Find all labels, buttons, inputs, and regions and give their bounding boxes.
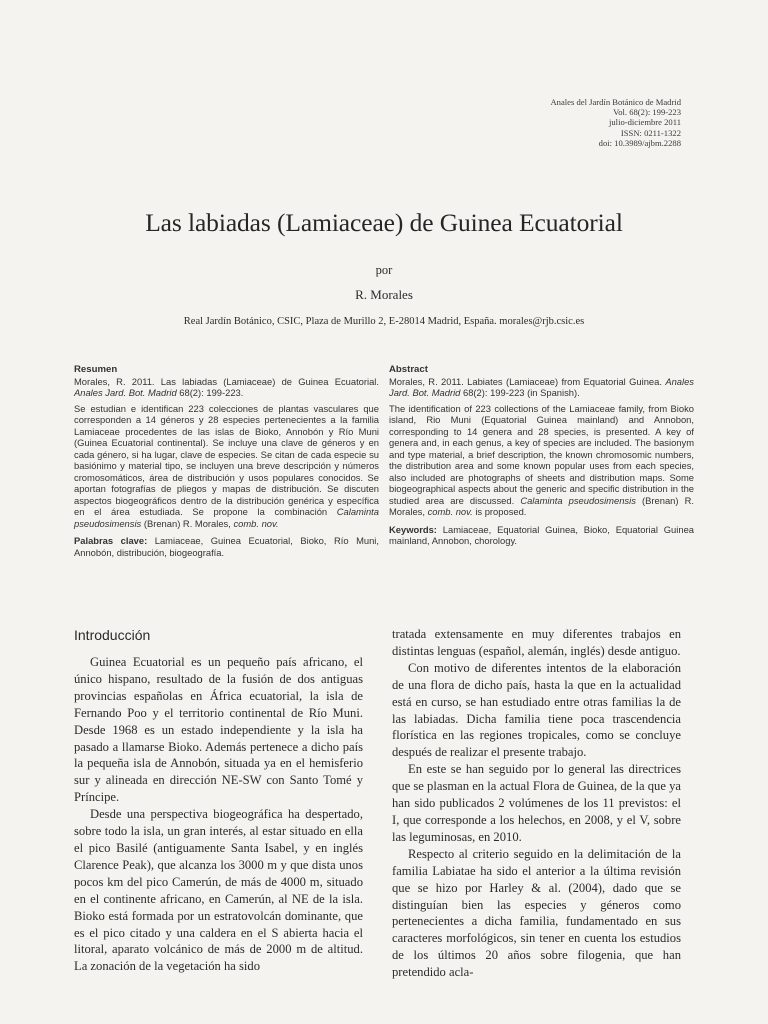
author-name: R. Morales bbox=[355, 287, 413, 302]
by-line: por bbox=[375, 263, 393, 277]
intro-paragraph: Desde una perspectiva biogeográfica ha despertado, sobre todo la isla, un gran interés, al estar situado en ella el pico Basilé (antiguamente Santa Isabel, y en inglés Clarence Peak), que alcanza los 3000 m y que dista unos pocos km del pico Camerún, de más de 4000 m, situado en el continente africano, en Camerún, al NE de la isla. Bioko está formada por un estratovolcán dominante, que es el pico citado y una caldera en el S abierta hacia el litoral, aparato volcánico de más de 2000 m de altitud. La zonación de la vegetación ha sido bbox=[74, 807, 363, 974]
intro-paragraph: Con motivo de diferentes intentos de la elaboración de una flora de dicho país, hasta la que en la actualidad está en curso, se han estudiado entre otras familias la de las labiadas. Dicha familia tiene poca trascendencia florística en las regiones tropicales, como se concluye después de realizar el presente trabajo. bbox=[392, 660, 681, 760]
journal-doi: doi: 10.3989/ajbm.2288 bbox=[598, 137, 681, 148]
journal-name: Anales del Jardín Botánico de Madrid bbox=[550, 97, 681, 107]
journal-volume: Vol. 68(2): 199-223 bbox=[613, 107, 681, 118]
article-title: Las labiadas (Lamiaceae) de Guinea Ecuatorial bbox=[145, 208, 623, 237]
resumen-citation: Morales, R. 2011. Las labiadas (Lamiaceae) de Guinea Ecuatorial. Anales Jard. Bot. Madrid 68(2): 199-223. bbox=[74, 375, 379, 398]
intro-paragraph: tratada extensamente en muy diferentes trabajos en distintas lenguas (español, alemán, inglés) desde antiguo. bbox=[392, 627, 681, 658]
abstract-body: The identification of 223 collections of the Lamiaceae family, from Bioko island, Rio Muni (Equatorial Guinea mainland) and Annobon, corresponding to 14 genera and 28 species, is presented. A key of genera and, in each genus, a key of species are included. The basionym and type material, a brief description, the known chromosomic numbers, the distribution area and some known popular uses from each species, also included are photographs of sheets and distribution maps. Some biogeographical aspects about the generic and specific distribution in the studied area are discussed. Calaminta pseudosimensis (Brenan) R. Morales, comb. nov. is proposed. bbox=[389, 402, 694, 517]
abstract-heading: Abstract bbox=[389, 364, 428, 375]
abstract-citation: Morales, R. 2011. Labiates (Lamiaceae) from Equatorial Guinea. Anales Jard. Bot. Madrid 68(2): 199-223 (in Spanish). bbox=[389, 375, 694, 398]
intro-left-column bbox=[74, 654, 363, 975]
resumen-body: Se estudian e identifican 223 colecciones de plantas vasculares que corresponden a 14 géneros y 28 especies pertenecientes a la familia Lamiaceae procedentes de las islas de Bioko, Annobón y Río Muni (Guinea Ecuatorial continental). Se incluye una clave de géneros y en cada género, si ha lugar, clave de especies. Se citan de cada especie su basiónimo y material tipo, se incluyen una breve descripción y números cromosomáticos, área de distribución y usos populares conocidos. Se aportan fotografías de pliegos y mapas de distribución. Se discuten aspectos biogeográficos dentro de la distribución genérica y específica en el área estudiada. Se propone la combinación Calaminta pseudosimensis (Brenan) R. Morales, comb. nov. bbox=[74, 402, 379, 529]
author-affiliation: Real Jardín Botánico, CSIC, Plaza de Murillo 2, E-28014 Madrid, España. morales@rjb.csic.es bbox=[183, 316, 585, 327]
resumen-heading: Resumen bbox=[74, 364, 118, 375]
intro-heading: Introducción bbox=[74, 627, 151, 643]
abstract-keywords: Keywords: Lamiaceae, Equatorial Guinea, Bioko, Equatorial Guinea mainland, Annobon, chorology. bbox=[389, 523, 694, 546]
intro-paragraph: Respecto al criterio seguido en la delimitación de la familia Labiatae ha sido el anterior a la última revisión que se hizo por Harley & al. (2004), dado que se distinguían bien las especies y géneros como pertenecientes a dicha familia, fundamentado en sus caracteres morfológicos, sin tener en cuenta los estudios de los últimos 20 años sobre filogenia, que han pretendido acla- bbox=[392, 846, 681, 980]
intro-paragraph: En este se han seguido por lo general las directrices que se plasman en la actual Flora de Guinea, de la que ya han sido publicados 2 volúmenes de los 11 previstos: el I, que corresponde a los helechos, en 2008, y el V, sobre las leguminosas, en 2010. bbox=[392, 762, 681, 844]
journal-info bbox=[550, 97, 681, 148]
resumen-section bbox=[74, 364, 379, 562]
intro-paragraph: Guinea Ecuatorial es un pequeño país africano, el único hispano, resultado de la fusión de dos antiguas provincias españolas en África ecuatorial, la isla de Fernando Poo y el territorio continental de Río Muni. Desde 1968 es un estado independiente y la isla ha pasado a llamarse Bioko. Además pertenece a dicho país la pequeña isla de Annobón, situada ya en el hemisferio sur y alineada en dirección NE-SW con Santo Tomé y Príncipe. bbox=[74, 655, 363, 805]
abstract-section bbox=[389, 364, 694, 551]
journal-date: julio-diciembre 2011 bbox=[609, 117, 681, 128]
intro-right-column bbox=[392, 626, 681, 981]
resumen-keywords: Palabras clave: Lamiaceae, Guinea Ecuatorial, Bioko, Río Muni, Annobón, distribución, biogeografía. bbox=[74, 535, 379, 558]
journal-issn: ISSN: 0211-1322 bbox=[620, 127, 681, 138]
